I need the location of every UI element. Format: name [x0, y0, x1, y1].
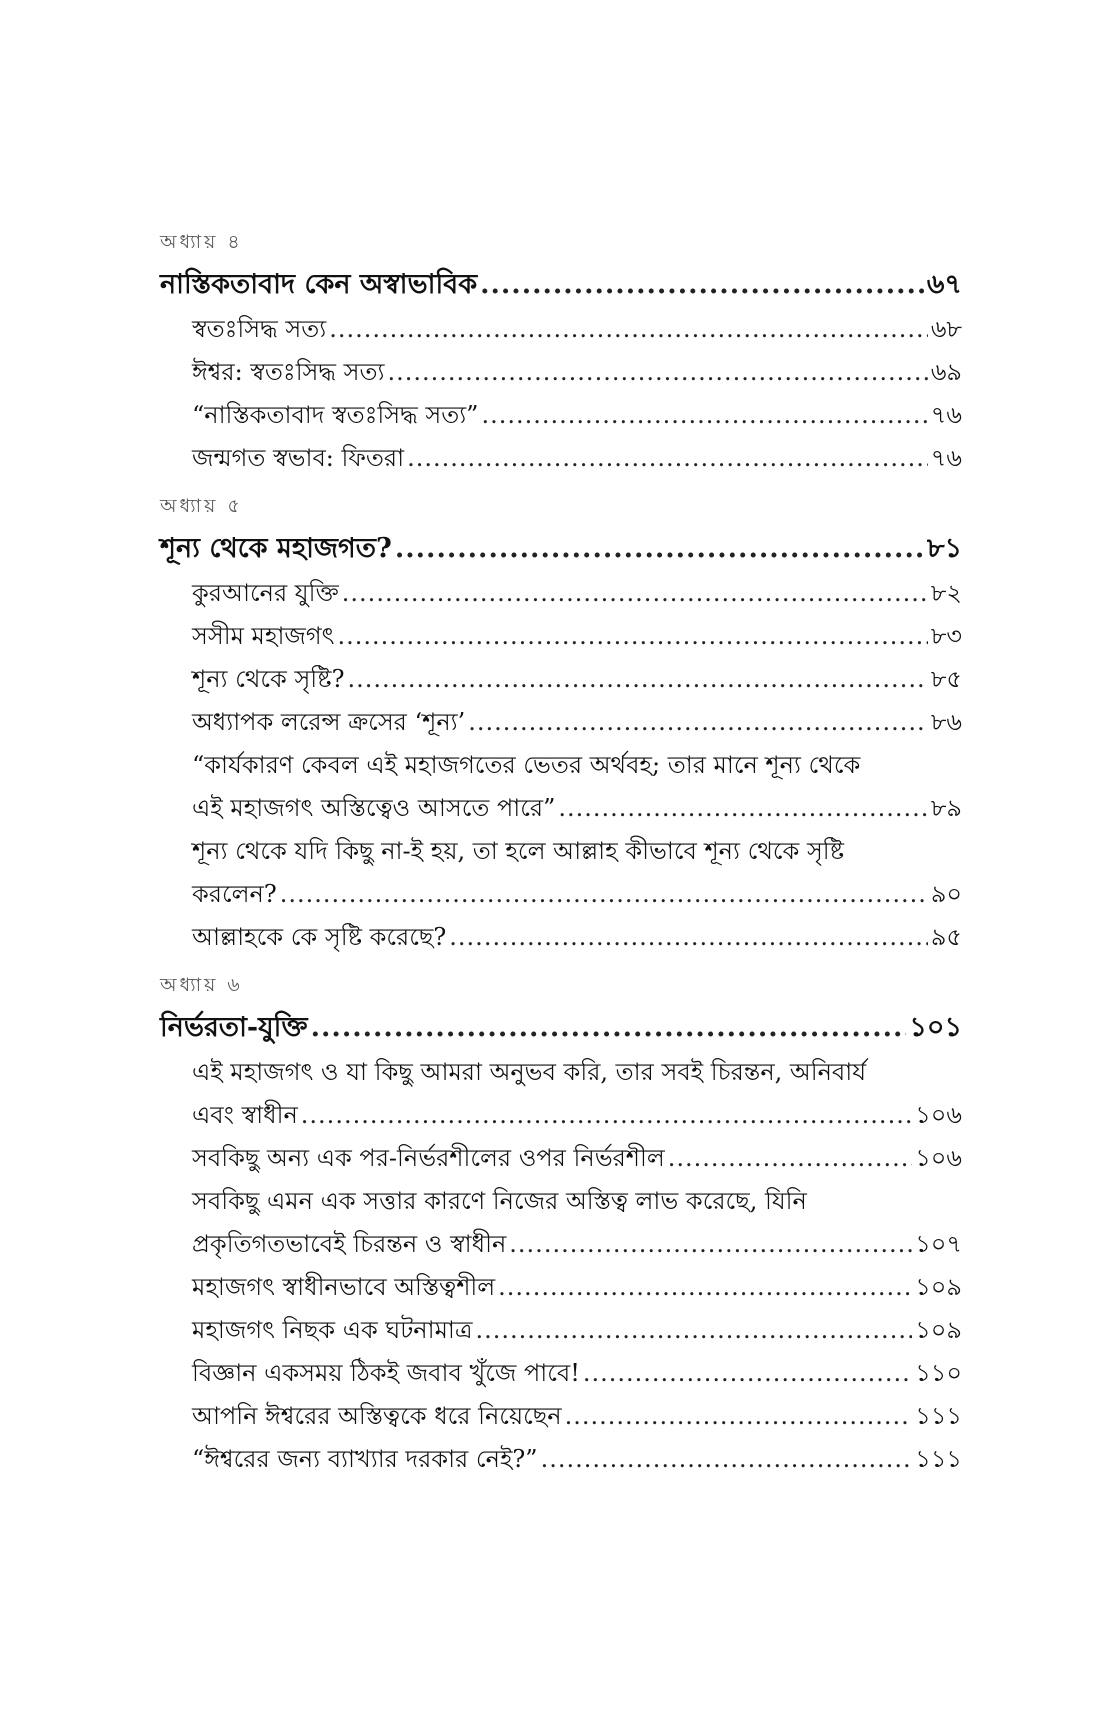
- page-number: ১০৯: [915, 1273, 962, 1301]
- chapter-title: নির্ভরতা-যুক্তি: [160, 1012, 308, 1043]
- entry-title: বিজ্ঞান একসময় ঠিকই জবাব খুঁজে পাবে!: [192, 1359, 580, 1387]
- dot-leader: [583, 1352, 912, 1395]
- dot-leader: [280, 873, 928, 916]
- dot-leader: [311, 1005, 907, 1051]
- chapter-6-block: [160, 965, 962, 1481]
- entry-title: “নাস্তিকতাবাদ স্বতঃসিদ্ধ সত্য”: [192, 401, 479, 429]
- chapter-title-row[interactable]: [160, 1005, 962, 1051]
- toc-entry[interactable]: [160, 572, 962, 615]
- entry-title-line1: সবকিছু এমন এক সত্তার কারণে নিজের অস্তিত্ব লাভ করেছে, যিনি: [192, 1187, 807, 1215]
- dot-leader: [468, 701, 928, 744]
- toc-entry[interactable]: [160, 308, 962, 351]
- entry-title-line1: শূন্য থেকে যদি কিছু না-ই হয়, তা হলে আল্লাহ কীভাবে শূন্য থেকে সৃষ্টি: [192, 837, 845, 865]
- entry-title: “ঈশ্বরের জন্য ব্যাখ্যার দরকার নেই?”: [192, 1445, 538, 1473]
- chapter-title-row[interactable]: [160, 262, 962, 308]
- toc-entry-first-line[interactable]: [160, 1180, 962, 1223]
- toc-entry[interactable]: [160, 1137, 962, 1180]
- page-number: ১১০: [915, 1359, 962, 1387]
- dot-leader: [541, 1438, 913, 1481]
- dot-leader: [668, 1137, 912, 1180]
- chapter-title: শূন্য থেকে মহাজগত?: [160, 533, 392, 564]
- page-number: ৮১: [926, 533, 962, 564]
- page-number: ৮৩: [930, 622, 962, 650]
- page-number: ১১১: [915, 1402, 962, 1430]
- toc-entry[interactable]: [160, 1094, 962, 1137]
- entry-title: জন্মগত স্বভাব: ফিতরা: [192, 444, 405, 472]
- page-number: ৮৯: [930, 794, 962, 822]
- entry-title: কুরআনের যুক্তি: [192, 579, 339, 607]
- page-number: ১০৬: [915, 1101, 962, 1129]
- toc-entry[interactable]: [160, 916, 962, 959]
- toc-entry[interactable]: [160, 437, 962, 480]
- chapter-5-block: [160, 486, 962, 959]
- entry-title: মহাজগৎ নিছক এক ঘটনামাত্র: [192, 1316, 473, 1344]
- dot-leader: [498, 1266, 912, 1309]
- entry-title: অধ্যাপক লরেন্স ক্রসের ‘শূন্য’: [192, 708, 466, 736]
- dot-leader: [449, 916, 928, 959]
- toc-entry[interactable]: [160, 1395, 962, 1438]
- page-number: ৬৯: [930, 358, 962, 386]
- dot-leader: [347, 658, 927, 701]
- chapter-title-row[interactable]: [160, 526, 962, 572]
- toc-entry-first-line[interactable]: [160, 830, 962, 873]
- chapter-label: অধ্যায় ৬: [160, 974, 243, 996]
- toc-entry[interactable]: [160, 615, 962, 658]
- toc-entry[interactable]: [160, 787, 962, 830]
- page-number: ৮৬: [930, 708, 962, 736]
- page-number: ৬৮: [930, 315, 962, 343]
- entry-title: মহাজগৎ স্বাধীনভাবে অস্তিত্বশীল: [192, 1273, 496, 1301]
- entry-title: প্রকৃতিগতভাবেই চিরন্তন ও স্বাধীন: [192, 1230, 507, 1258]
- dot-leader: [407, 437, 928, 480]
- entry-title: সবকিছু অন্য এক পর-নির্ভরশীলের ওপর নির্ভরশীল: [192, 1144, 665, 1172]
- dot-leader: [301, 1094, 912, 1137]
- entry-title-line1: “কার্যকারণ কেবল এই মহাজগতের ভেতর অর্থবহ; তার মানে শূন্য থেকে: [192, 751, 861, 779]
- entry-title: ঈশ্বর: স্বতঃসিদ্ধ সত্য: [192, 358, 385, 386]
- entry-title: আপনি ঈশ্বরের অস্তিত্বকে ধরে নিয়েছেন: [192, 1402, 562, 1430]
- dot-leader: [481, 394, 927, 437]
- toc-entry[interactable]: [160, 1309, 962, 1352]
- entry-title: করলেন?: [192, 880, 277, 908]
- entry-title: আল্লাহকে কে সৃষ্টি করেছে?: [192, 923, 447, 951]
- page-number: ১০৭: [915, 1230, 962, 1258]
- entry-title: এই মহাজগৎ অস্তিত্বেও আসতে পারে”: [192, 794, 556, 822]
- toc-entry[interactable]: [160, 351, 962, 394]
- dot-leader: [342, 572, 928, 615]
- page-number: ১০৬: [915, 1144, 962, 1172]
- chapter-4-block: [160, 222, 962, 480]
- page-number: ৭৬: [930, 444, 962, 472]
- dot-leader: [387, 351, 927, 394]
- toc-entry[interactable]: [160, 1266, 962, 1309]
- chapter-label: অধ্যায় ৪: [160, 231, 243, 253]
- entry-title: এবং স্বাধীন: [192, 1101, 298, 1129]
- table-of-contents: [160, 222, 962, 1487]
- dot-leader: [395, 526, 924, 572]
- page-number: ৯৫: [930, 923, 962, 951]
- dot-leader: [329, 308, 928, 351]
- toc-entry-first-line[interactable]: [160, 1051, 962, 1094]
- page-number: ৮৫: [930, 665, 962, 693]
- dot-leader: [476, 1309, 913, 1352]
- page-number: ৬৭: [926, 269, 962, 300]
- chapter-label: অধ্যায় ৫: [160, 495, 243, 517]
- toc-entry[interactable]: [160, 873, 962, 916]
- dot-leader: [565, 1395, 913, 1438]
- page-number: ৮২: [930, 579, 962, 607]
- page-number: ১০৯: [915, 1316, 962, 1344]
- toc-entry[interactable]: [160, 1223, 962, 1266]
- entry-title-line1: এই মহাজগৎ ও যা কিছু আমরা অনুভব করি, তার সবই চিরন্তন, অনিবার্য: [192, 1058, 867, 1086]
- entry-title: শূন্য থেকে সৃষ্টি?: [192, 665, 345, 693]
- page-number: ১১১: [915, 1445, 962, 1473]
- dot-leader: [337, 615, 927, 658]
- dot-leader: [480, 262, 924, 308]
- page-number: ১০১: [909, 1012, 962, 1043]
- toc-entry[interactable]: [160, 701, 962, 744]
- entry-title: সসীম মহাজগৎ: [192, 622, 335, 650]
- page-number: ৭৬: [930, 401, 962, 429]
- toc-entry[interactable]: [160, 394, 962, 437]
- toc-entry[interactable]: [160, 1352, 962, 1395]
- toc-entry[interactable]: [160, 1438, 962, 1481]
- chapter-title: নাস্তিকতাবাদ কেন অস্বাভাবিক: [160, 269, 478, 300]
- page-number: ৯০: [930, 880, 962, 908]
- dot-leader: [509, 1223, 912, 1266]
- entry-title: স্বতঃসিদ্ধ সত্য: [192, 315, 327, 343]
- dot-leader: [558, 787, 928, 830]
- toc-entry[interactable]: [160, 658, 962, 701]
- toc-entry-first-line[interactable]: [160, 744, 962, 787]
